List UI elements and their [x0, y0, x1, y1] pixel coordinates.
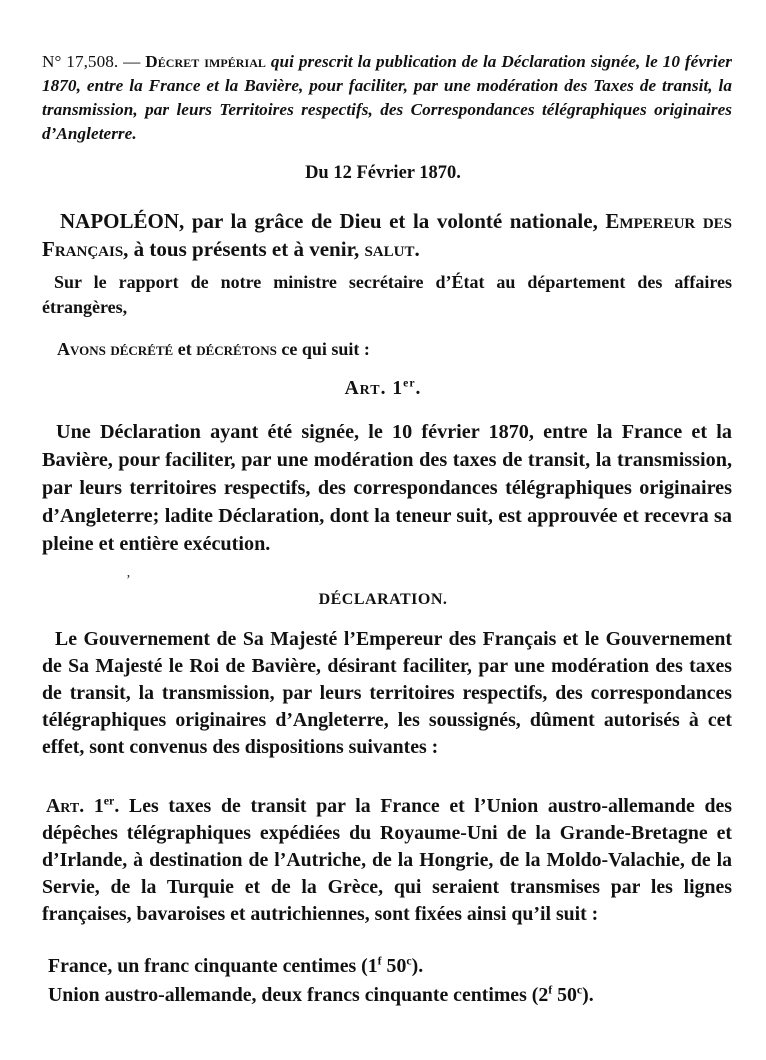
emperor-title: Empereur des Français	[42, 209, 733, 261]
ink-mark: ʼ	[126, 573, 131, 588]
article-1-text: Une Déclaration ayant été signée, le 10 février 1870, entre la France et la Bavière, pour faciliter, par une modération des taxes de transit, la transmission, par leurs territoires respectifs, des correspondances télégraphiques originaires d’Angleterre; ladite Déclaration, dont la teneur suit, est approuvée et recevra sa pleine et entière exécution.	[42, 421, 732, 555]
article-1-title: Art. 1er.	[344, 376, 422, 399]
rate-union: Union austro-allemande, deux francs cinquante centimes (2$^f$ 50$^c$).	[48, 982, 594, 1006]
decree-summary	[42, 50, 732, 146]
declaration-intro: Le Gouvernement de Sa Majesté l’Empereur des Français et le Gouvernement de Sa Majesté le Roi de Bavière, désirant faciliter, par une modération des taxes de transit, la transmission, par leurs territoires respectifs, des correspondances télégraphiques originaires d’Angleterre, les soussignés, dûment autorisés à cet effet, sont convenus des dispositions suivantes :	[42, 628, 732, 758]
decree-date: Du 12 Février 1870.	[305, 163, 461, 183]
salut-word: salut	[364, 237, 415, 261]
emperor-name: NAPOLÉON	[60, 209, 180, 233]
declaration-title: DÉCLARATION.	[318, 591, 448, 608]
decree-type: Décret impérial	[145, 52, 266, 71]
rapport-paragraph: Sur le rapport de notre ministre secrétaire d’État au département des affaires étrangères,	[42, 272, 732, 317]
declaration-article-label: Art. 1	[46, 795, 104, 817]
rate-france: France, un franc cinquante centimes (1$^f$ 50$^c$).	[48, 953, 424, 977]
decree-summary-text: qui prescrit la publication de la Déclaration signée, le 10 février 1870, entre la France et la Bavière, pour faciliter, par une modération des Taxes de transit, la transmission, par leurs Territoires respectifs, des Correspondances télégraphiques originaires d’Angleterre.	[42, 52, 732, 143]
declaration-article-1: Art. 1er. Les taxes de transit par la France et l’Union austro-allemande des dépêches télégraphiques expédiées du Royaume-Uni de la Grande-Bretagne et d’Irlande, à destination de l’Autriche, de la Hongrie, de la Moldo-Valachie, de la Servie, de la Turquie et de la Grèce, qui seraient transmises par les lignes françaises, bavaroises et autrichiennes, sont fixées ainsi qu’il suit :	[42, 793, 732, 925]
preamble-paragraph: NAPOLÉON, par la grâce de Dieu et la volonté nationale, Empereur des Français, à tous présents et à venir, salut.	[42, 209, 733, 261]
decree-number: N° 17,508. —	[42, 52, 141, 71]
decree-formula: Avons décrété et décrétons ce qui suit :	[57, 339, 370, 359]
